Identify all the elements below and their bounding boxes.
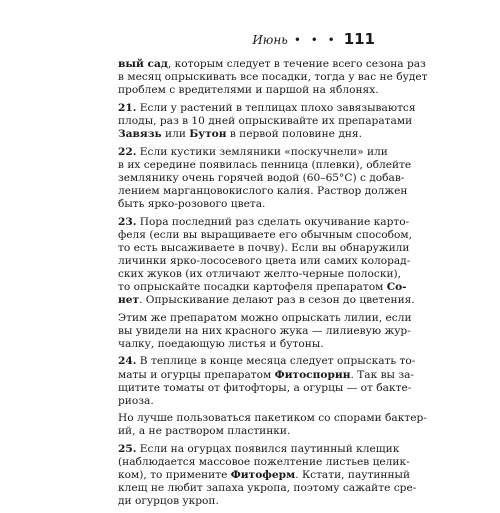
text-line: [118, 395, 384, 408]
text-line: [118, 58, 426, 71]
text-run: , которым следует в течение всего сезона раз: [167, 58, 426, 70]
running-header-dots: • • •: [293, 33, 338, 47]
text-line: [118, 368, 415, 382]
text-line: [118, 495, 384, 508]
text-line: [118, 71, 428, 84]
paragraph: [118, 443, 417, 508]
bold-term: 24.: [118, 355, 137, 368]
text-line: [118, 215, 410, 229]
text-run: Если на огурцах появился паутинный клещик: [136, 443, 400, 456]
text-run: Но лучше пользоваться пакетиком со спорами бактер-: [118, 412, 427, 425]
text-run: проблем с вредителями и паршой на яблонях.: [118, 84, 379, 97]
text-line: [118, 158, 412, 172]
text-run: риоза.: [118, 394, 154, 407]
text-line: [118, 171, 405, 185]
bold-term: 22.: [118, 145, 137, 158]
text-line: [118, 355, 416, 368]
text-line: [118, 101, 416, 115]
text-line: [118, 311, 412, 325]
text-line: [118, 338, 384, 351]
text-run: ком), то примените: [118, 469, 231, 482]
text-run: личинки ярко-лососевого цвета или самих колорад-: [118, 254, 411, 267]
paragraph: [118, 355, 416, 407]
text-run: . Опрыскивание делают раз в сезон до цветения.: [139, 294, 415, 307]
text-line: [118, 324, 411, 338]
paragraph: [118, 101, 416, 141]
text-line: [118, 84, 384, 97]
paragraph: [118, 311, 412, 351]
text-line: [118, 128, 384, 141]
bold-term: 21.: [118, 101, 137, 114]
bold-term: 23.: [118, 215, 137, 228]
text-run: феля (если вы выращиваете его обычным способом,: [118, 228, 412, 241]
running-header: [252, 30, 375, 48]
bold-term: нет: [118, 294, 140, 307]
text-line: [118, 281, 407, 294]
text-run: . Кстати, паутинный: [295, 469, 411, 482]
text-run: ий, а не раствором пластинки.: [118, 425, 291, 438]
text-line: [118, 381, 412, 395]
paragraph: [118, 215, 415, 308]
text-line: [118, 241, 410, 255]
text-run: то есть высаживаете в почву). Если вы обнаружили: [118, 241, 410, 254]
text-run: щитите томаты от фитофторы, а огурцы — от бакте-: [118, 381, 412, 394]
bold-term: 25.: [118, 443, 137, 456]
text-run: Если у растений в теплицах плохо завязываются: [136, 101, 416, 114]
text-run: ских жуков (их отличают желто-черные полоски),: [118, 267, 402, 280]
text-line: [118, 412, 427, 425]
text-run: чалку, поедающую листья и бутоны.: [118, 337, 324, 350]
bold-term: Фитоферм: [230, 469, 296, 482]
bold-term: Бутон: [189, 127, 227, 140]
text-run: в месяц опрыскивать все посадки, тогда у вас не будет: [118, 71, 428, 84]
text-run: . Так вы за-: [350, 368, 415, 381]
text-line: [118, 425, 384, 438]
text-run: ди огурцов укроп.: [118, 495, 219, 508]
bold-term: вый сад: [118, 58, 168, 70]
text-run: землянику очень горячей водой (60–65°С) с добав-: [118, 171, 405, 184]
text-line: [118, 469, 411, 482]
running-header-month: Июнь: [252, 33, 288, 47]
text-run: В теплице в конце месяца следует опрыскать то-: [136, 355, 416, 368]
paragraph: [118, 412, 427, 438]
text-run: Если кустики земляники «поскучнели» или: [136, 145, 388, 158]
text-line: [118, 145, 388, 159]
bold-term: Фитоспорин: [274, 368, 351, 381]
text-line: [118, 114, 413, 128]
text-line: [118, 254, 411, 268]
text-line: [118, 482, 417, 495]
page-number: 111: [343, 30, 375, 48]
text-line: [118, 456, 410, 469]
text-run: маты и огурцы препаратом: [118, 368, 275, 381]
text-run: в их середине появилась пенница (плевки), облейте: [118, 158, 412, 171]
text-run: клещ не любит запаха укропа, поэтому сажайте сре-: [118, 482, 417, 495]
text-line: [118, 184, 408, 198]
text-line: [118, 267, 402, 281]
text-line: [118, 294, 415, 307]
text-run: плоды, раз в 10 дней опрыскивайте их препаратами: [118, 114, 413, 127]
text-run: вы увидели на них красного жука — лилиевую жур-: [118, 324, 411, 337]
body-text: [118, 58, 428, 513]
text-run: лением марганцовокислого калия. Раствор должен: [118, 184, 408, 197]
bold-term: Со-: [386, 281, 407, 293]
bold-term: Завязь: [118, 127, 162, 140]
text-run: то опрыскайте посадки картофеля препаратом: [118, 281, 387, 293]
text-line: [118, 198, 384, 211]
text-run: Пора последний раз сделать окучивание карто-: [136, 215, 410, 228]
text-run: в первой половине дня.: [226, 127, 362, 140]
paragraph: [118, 145, 412, 211]
text-run: (наблюдается массовое пожелтение листьев целик-: [118, 456, 410, 469]
text-run: или: [161, 127, 190, 140]
text-run: быть ярко-розового цвета.: [118, 197, 266, 210]
text-run: Этим же препаратом можно опрыскать лилии, если: [118, 311, 412, 324]
paragraph: [118, 58, 428, 97]
text-line: [118, 228, 412, 242]
text-line: [118, 443, 400, 456]
